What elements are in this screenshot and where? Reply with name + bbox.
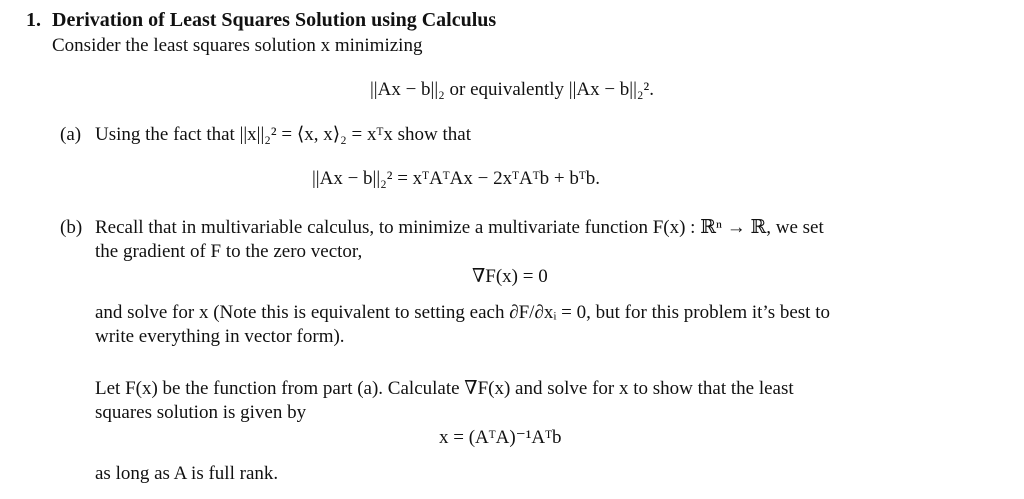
- part-a-label: (a): [60, 124, 82, 145]
- gradient-equation: ∇F(x) = 0: [472, 266, 548, 287]
- problem-intro: Consider the least squares solution x minimizing: [52, 35, 423, 56]
- part-b-label: (b): [60, 217, 83, 238]
- part-b-line-7: as long as A is full rank.: [95, 463, 279, 484]
- solution-equation: x = (AᵀA)⁻¹Aᵀb: [439, 427, 562, 448]
- part-a-equation: ||Ax − b||₂² = xᵀAᵀAx − 2xᵀAᵀb + bᵀb.: [312, 168, 600, 189]
- part-b-line-3: and solve for x (Note this is equivalent to setting each ∂F/∂xᵢ = 0, but for this problem it’s best to: [95, 302, 830, 323]
- part-b-line-1: Recall that in multivariable calculus, to minimize a multivariate function F(x) : ℝⁿ → ℝ, we set: [95, 217, 824, 238]
- problem-number: 1.: [26, 9, 41, 31]
- objective-equation: ||Ax − b||₂ or equivalently ||Ax − b||₂².: [370, 79, 654, 100]
- part-b-line-6: squares solution is given by: [95, 402, 307, 423]
- problem-title: Derivation of Least Squares Solution using Calculus: [52, 9, 497, 31]
- part-a-text: Using the fact that ||x||₂² = ⟨x, x⟩₂ = xᵀx show that: [95, 124, 471, 145]
- part-b-line-2: the gradient of F to the zero vector,: [95, 241, 363, 262]
- part-b-line-4: write everything in vector form).: [95, 326, 345, 347]
- problem-heading: [26, 8, 496, 32]
- part-b-line-5: Let F(x) be the function from part (a). Calculate ∇F(x) and solve for x to show that the least: [95, 378, 794, 399]
